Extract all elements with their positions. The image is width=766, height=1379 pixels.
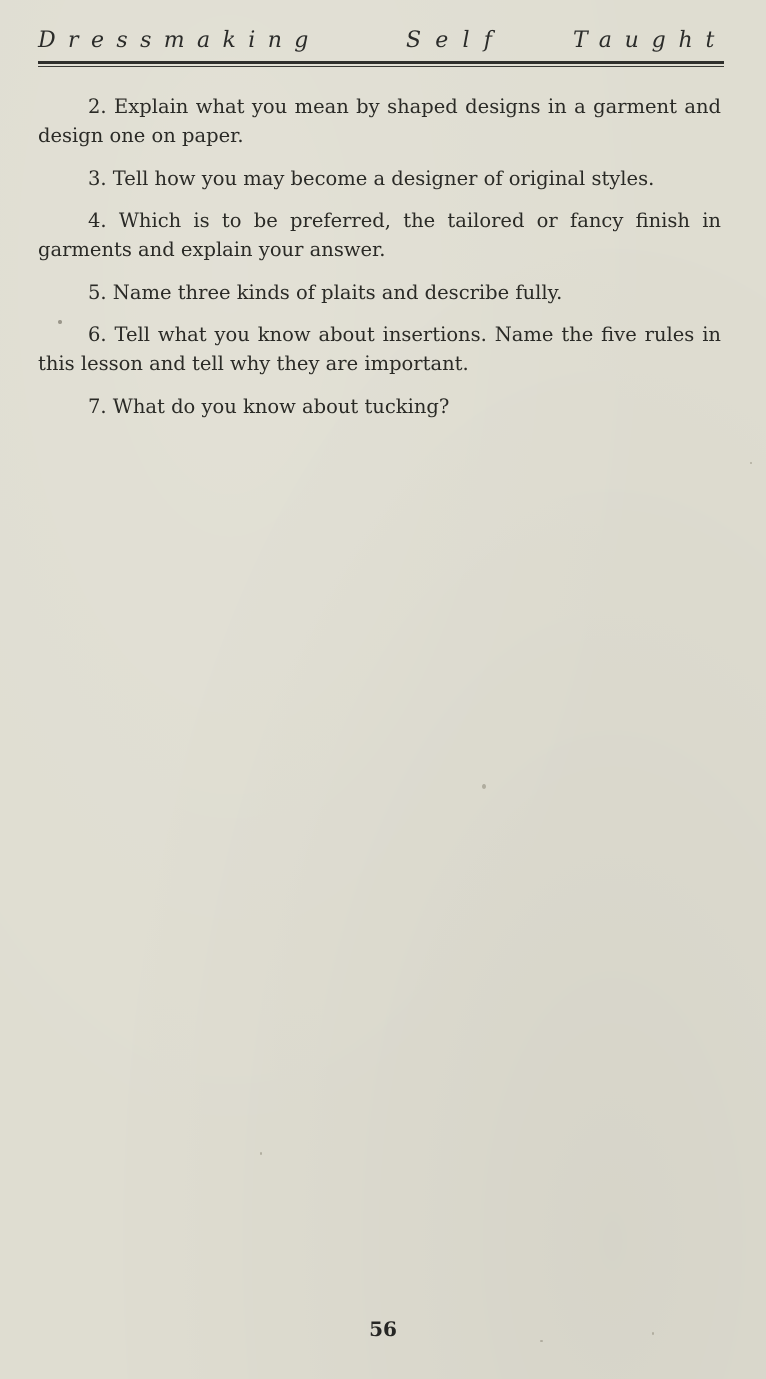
question-item: 5. Name three kinds of plaits and describe fully. (88, 280, 563, 304)
running-head (38, 28, 726, 58)
paper-speck (750, 462, 752, 464)
running-head-word-2: Self (406, 28, 507, 53)
running-head-word-3: Taught (573, 28, 728, 53)
running-head-word-1: Dressmaking (38, 28, 321, 53)
question-item: 7. What do you know about tucking? (88, 394, 450, 418)
question-item: 3. Tell how you may become a designer of original styles. (88, 166, 655, 190)
header-rule-thick (38, 61, 724, 64)
question-item: 6. Tell what you know about insertions. Name the five rules in this lesson and tell why they are important. (38, 323, 721, 375)
paper-speck (482, 784, 486, 789)
page-number: 56 (369, 1317, 397, 1341)
question-list (38, 92, 721, 434)
question-item: 4. Which is to be preferred, the tailored or fancy finish in garments and explain your answer. (38, 209, 721, 261)
header-rule-thin (38, 66, 724, 67)
question-item: 2. Explain what you mean by shaped designs in a garment and design one on paper. (38, 95, 721, 147)
margin-mark (58, 320, 62, 324)
paper-speck (260, 1152, 262, 1155)
